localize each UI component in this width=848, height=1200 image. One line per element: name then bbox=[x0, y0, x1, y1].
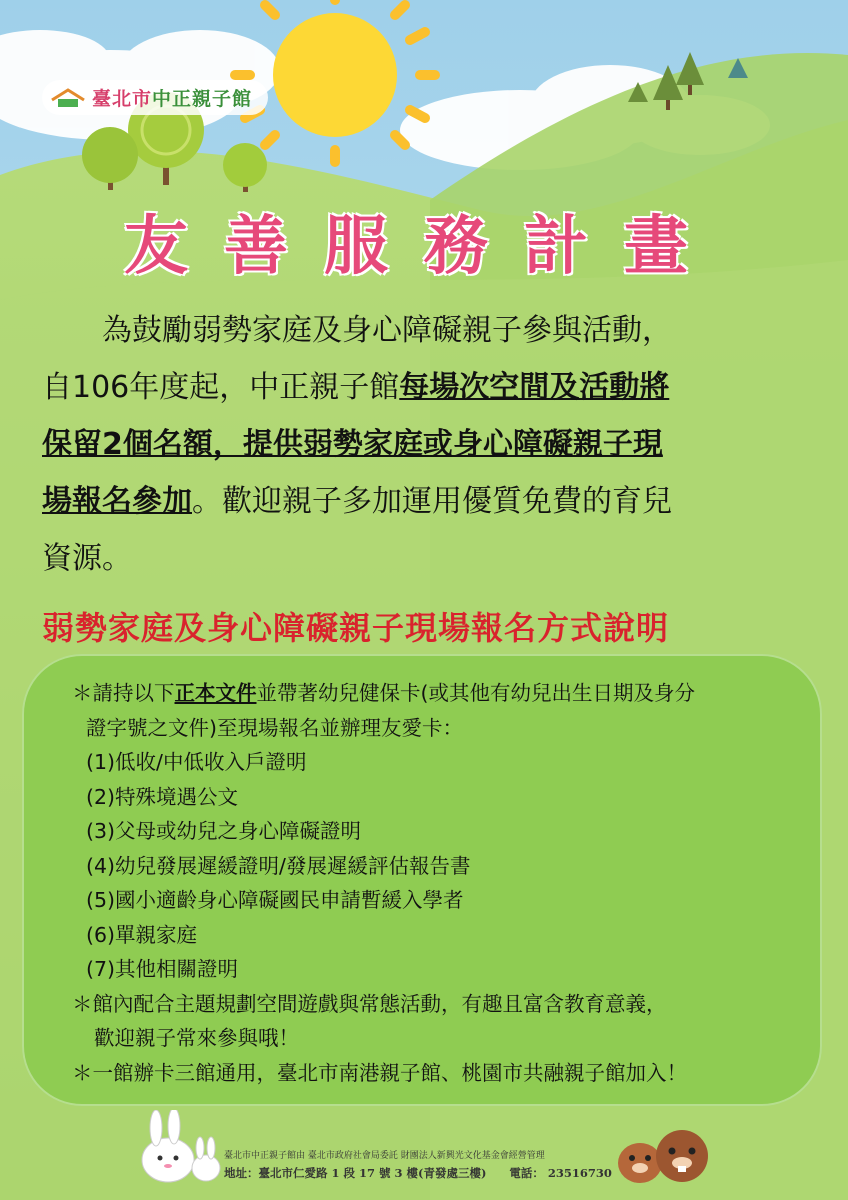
logo-prefix: 臺北市 bbox=[92, 88, 153, 110]
footer-phone: 電話： 23516730 bbox=[509, 1166, 612, 1180]
footer-organizers: 臺北市中正親子館由 臺北市政府社會局委託 財團法人新興光文化基金會經營管理 bbox=[224, 1151, 545, 1161]
rabbit-icon bbox=[130, 1110, 225, 1185]
intro-highlight-3: 場報名參加 bbox=[42, 484, 192, 519]
list-item: (4)幼兒發展遲緩證明/發展遲緩評估報告書 bbox=[86, 853, 471, 878]
logo-name: 中正親子館 bbox=[152, 88, 253, 110]
list-item: (1)低收/中低收入戶證明 bbox=[86, 750, 307, 774]
page-title: 友善服務計畫 bbox=[124, 210, 724, 284]
house-logo-icon bbox=[50, 88, 86, 108]
original-documents: 正本文件 bbox=[174, 681, 257, 705]
panel-line-3: ＊館內配合主題規劃空間遊戲與常態活動，有趣且富含教育意義， bbox=[72, 991, 667, 1016]
list-item: (2)特殊境遇公文 bbox=[86, 784, 239, 809]
panel-line-1b: 並帶著幼兒健保卡(或其他有幼兒出生日期及身分 bbox=[256, 681, 695, 705]
panel-line-4: 歡迎親子常來參與哦！ bbox=[94, 1026, 299, 1050]
beaver-icon bbox=[610, 1118, 710, 1188]
list-item: (5)國小適齡身心障礙國民申請暫緩入學者 bbox=[86, 888, 464, 912]
panel-line-2: 證字號之文件)至現場報名並辦理友愛卡： bbox=[86, 715, 463, 740]
intro-paragraph bbox=[42, 302, 812, 587]
logo bbox=[42, 80, 268, 115]
list-item: (7)其他相關證明 bbox=[86, 957, 239, 981]
intro-line-2: 自106年度起，中正親子館 bbox=[42, 370, 400, 405]
intro-line-1: 為鼓勵弱勢家庭及身心障礙親子參與活動， bbox=[102, 313, 672, 348]
intro-highlight-1: 每場次空間及活動將 bbox=[399, 370, 670, 405]
intro-highlight-2: 保留2個名額，提供弱勢家庭或身心障礙親子現 bbox=[42, 427, 663, 462]
panel-line-5: ＊一館辦卡三館通用，臺北市南港親子館、桃園市共融親子館加入！ bbox=[72, 1060, 687, 1085]
list-item: (3)父母或幼兒之身心障礙證明 bbox=[86, 819, 362, 843]
panel-line-1a: ＊請持以下 bbox=[72, 681, 175, 705]
footer-address: 地址：臺北市仁愛路 1 段 17 號 3 樓(青發處三樓) bbox=[224, 1166, 487, 1180]
intro-line-4: 。歡迎親子多加運用優質免費的育兒 bbox=[192, 484, 672, 519]
section-heading: 弱勢家庭及身心障礙親子現場報名方式說明 bbox=[42, 609, 670, 647]
intro-line-5: 資源。 bbox=[42, 541, 132, 576]
footer bbox=[224, 1148, 644, 1181]
info-panel-text bbox=[72, 676, 812, 1090]
list-item: (6)單親家庭 bbox=[86, 922, 198, 947]
